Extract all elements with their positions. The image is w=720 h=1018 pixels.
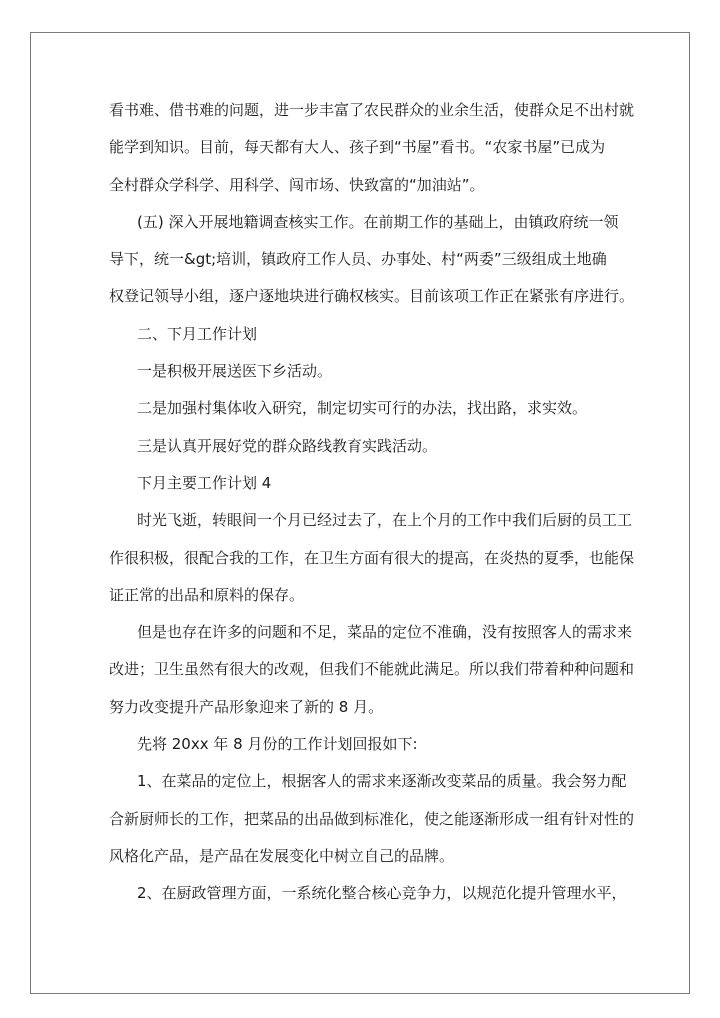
section-heading: (五) 深入开展地籍调查核实工作。在前期工作的基础上，由镇政府统一领 [137, 212, 619, 231]
document-body [109, 92, 635, 913]
text-line: 看书难、借书难的问题，进一步丰富了农民群众的业余生活，使群众足不出村就 [109, 101, 635, 119]
text-line: 权登记领导小组，逐户逐地块进行确权核实。目前该项工作正在紧张有序进行。 [109, 287, 635, 306]
text-line: 全村群众学科学、用科学、闯市场、快致富的“加油站”。 [109, 175, 485, 194]
paragraph-start: 时光飞逝，转眼间一个月已经过去了，在上个月的工作中我们后厨的员工工 [137, 511, 633, 530]
list-item: 三是认真开展好党的群众路线教育实践活动。 [137, 436, 438, 455]
text-line: 作很积极，很配合我的工作，在卫生方面有很大的提高，在炎热的夏季，也能保 [109, 548, 635, 567]
text-line: 风格化产品，是产品在发展变化中树立自己的品牌。 [109, 846, 455, 865]
paragraph-start: 先将 20xx 年 8 月份的工作计划回报如下: [137, 735, 418, 754]
section-title: 下月主要工作计划 4 [137, 473, 272, 492]
text-line: 导下，统一&gt;培训，镇政府工作人员、办事处、村“两委”三级组成土地确 [109, 250, 607, 269]
list-item: 2、在厨政管理方面，一系统化整合核心竞争力，以规范化提升管理水平， [137, 884, 627, 903]
text-line: 改进；卫生虽然有很大的改观，但我们不能就此满足。所以我们带着种种问题和 [109, 660, 635, 679]
text-line: 努力改变提升产品形象迎来了新的 8 月。 [109, 697, 384, 716]
text-line: 能学到知识。目前，每天都有大人、孩子到“书屋”看书。“农家书屋”已成为 [109, 138, 606, 157]
list-item: 1、在菜品的定位上，根据客人的需求来逐渐改变菜品的质量。我会努力配 [137, 772, 627, 791]
list-item: 二是加强村集体收入研究，制定切实可行的办法，找出路，求实效。 [137, 399, 588, 418]
paragraph-start: 但是也存在许多的问题和不足，菜品的定位不准确，没有按照客人的需求来 [137, 623, 633, 642]
text-line: 合新厨师长的工作，把菜品的出品做到标准化，使之能逐渐形成一组有针对性的 [109, 809, 635, 828]
section-heading: 二、下月工作计划 [137, 324, 258, 343]
list-item: 一是积极开展送医下乡活动。 [137, 362, 333, 381]
text-line: 证正常的出品和原料的保存。 [109, 585, 305, 604]
